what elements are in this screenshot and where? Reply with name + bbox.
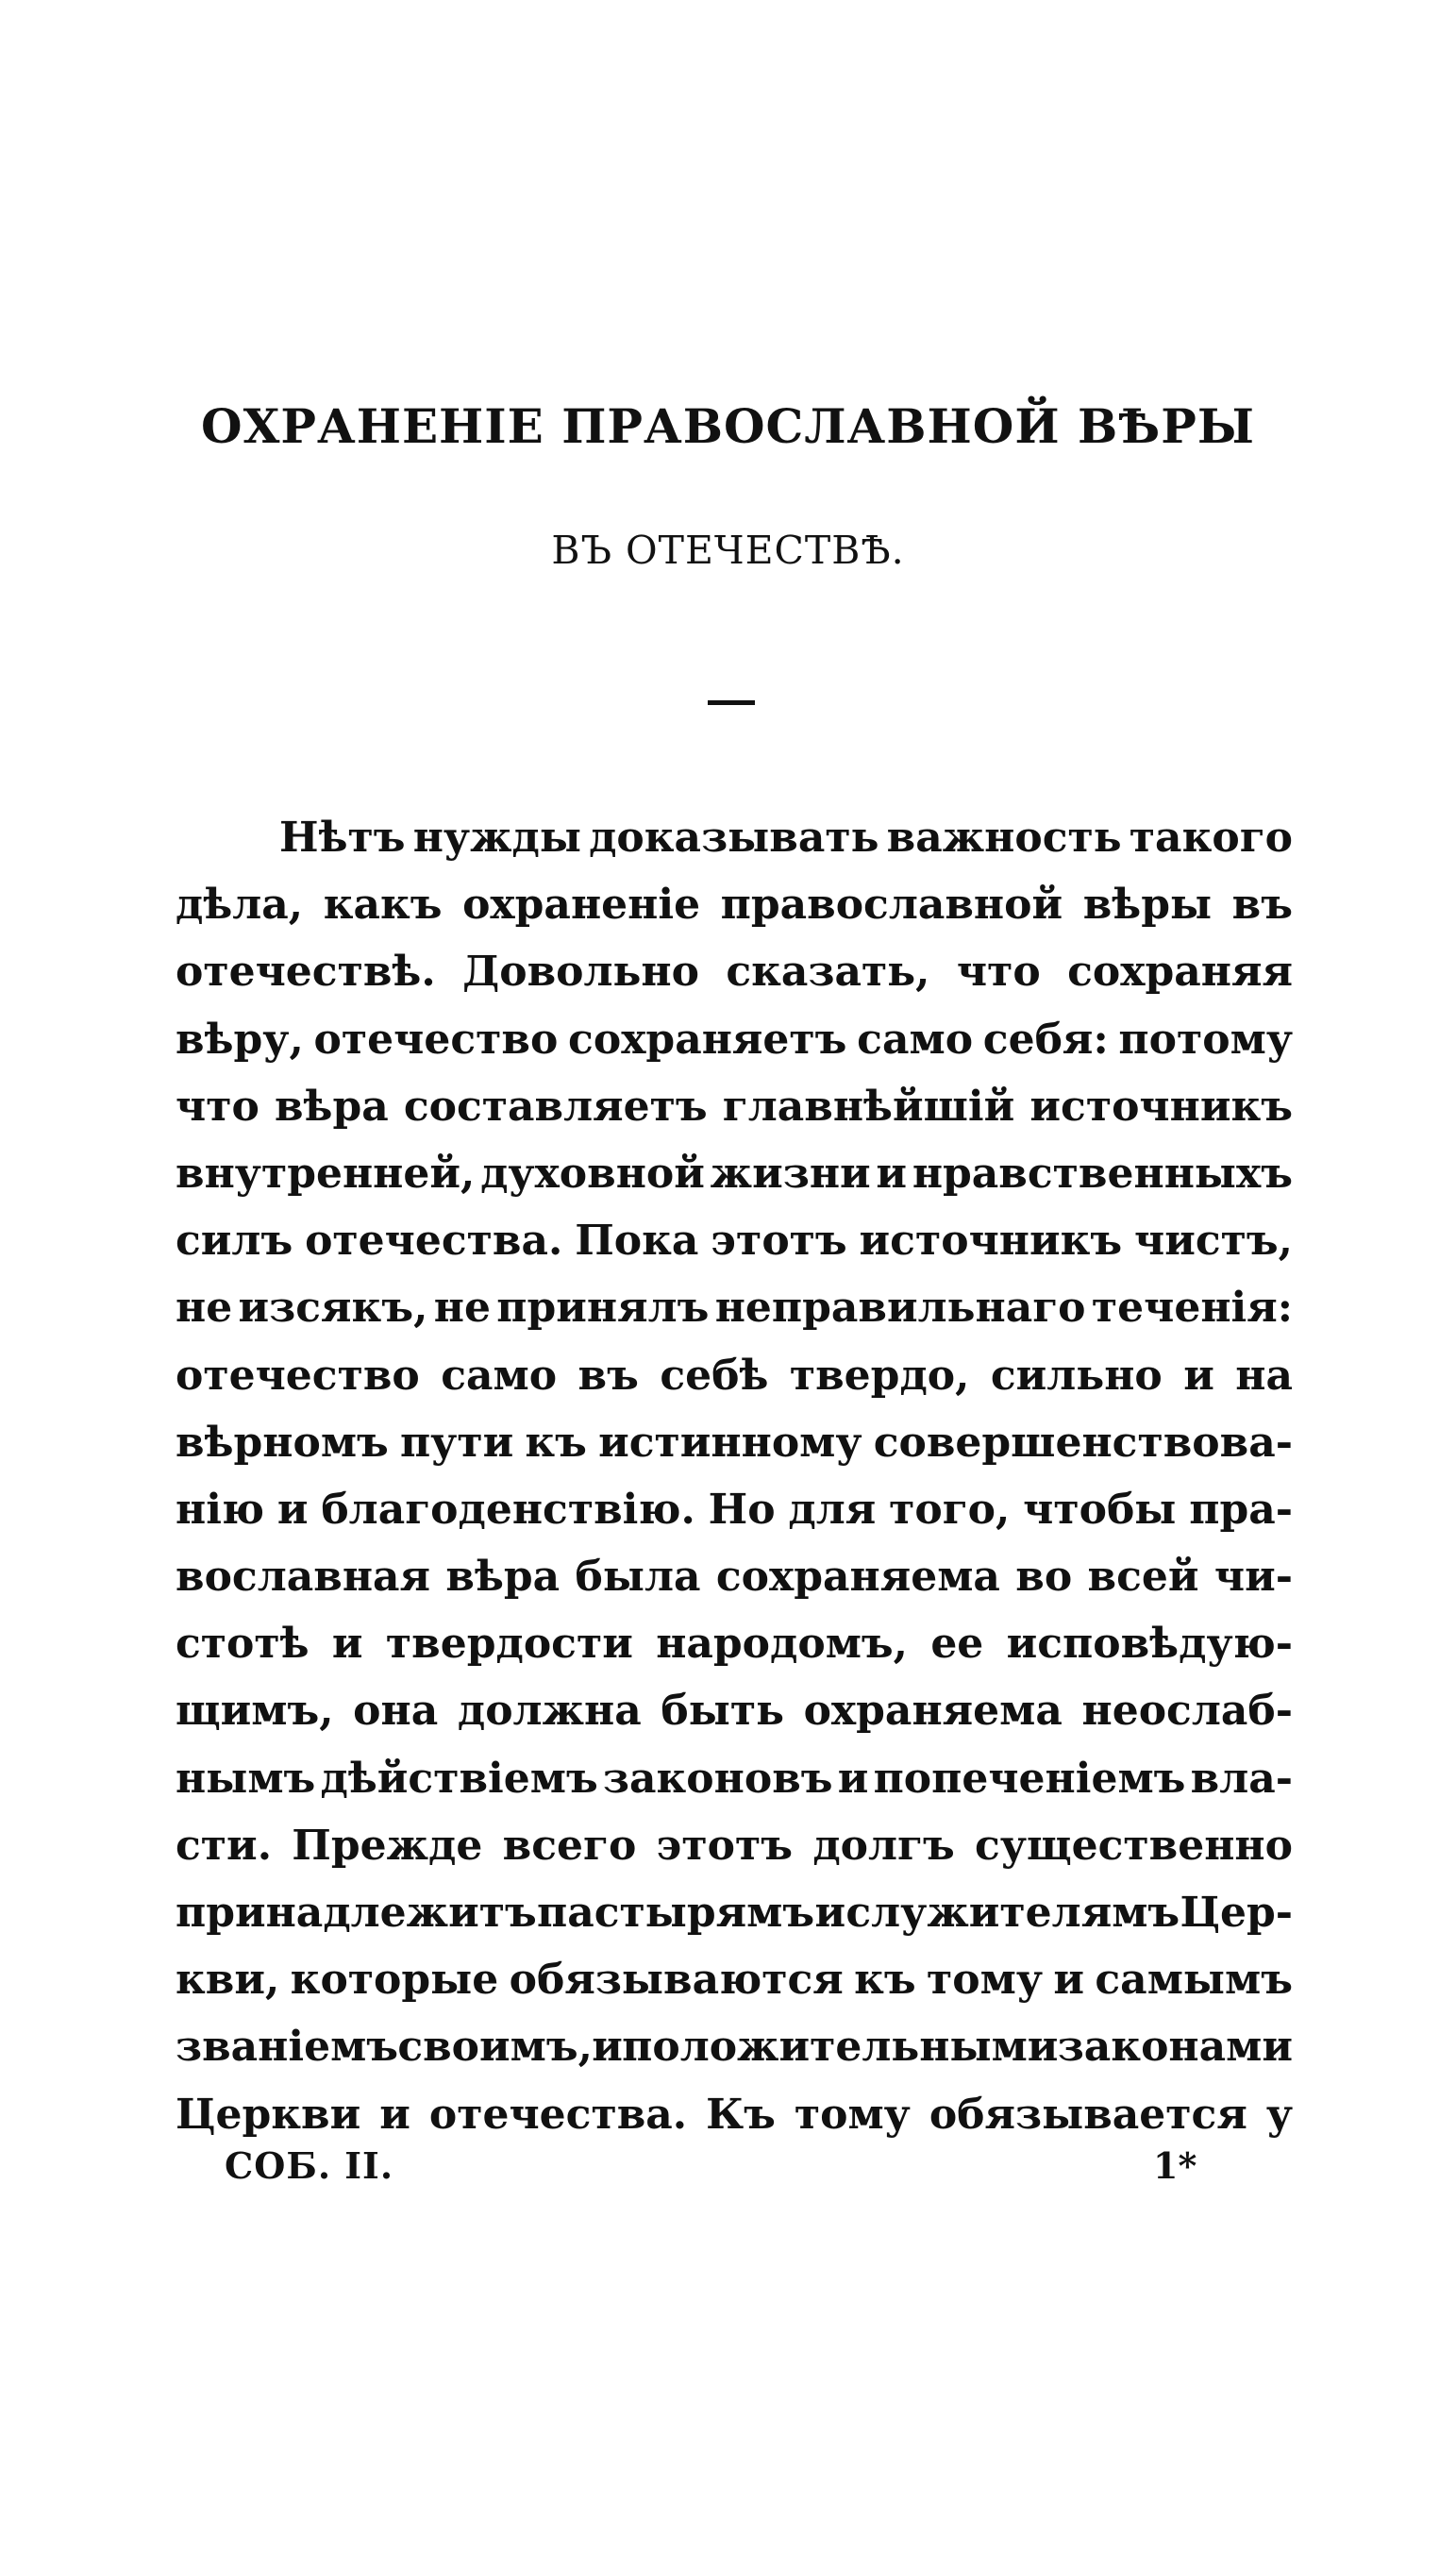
text-line: званіемъ своимъ, и положительными законами [176, 2023, 1293, 2072]
text-line: вѣрномъ пути къ истинному совершенствова- [176, 1418, 1293, 1467]
text-line: щимъ, она должна быть охраняема неослаб- [176, 1687, 1293, 1736]
text-line: отечествѣ. Довольно сказать, что сохраняя [176, 948, 1293, 997]
page-title: ОХРАНЕНІЕ ПРАВОСЛАВНОЙ ВѢРЫ [201, 398, 1255, 454]
text-line: нію и благоденствію. Но для того, чтобы пра- [176, 1485, 1293, 1534]
text-line: сти. Прежде всего этотъ долгъ существенно [176, 1821, 1293, 1870]
text-line: стотѣ и твердости народомъ, ее исповѣдую- [176, 1620, 1293, 1669]
text-line: не изсякъ, не принялъ неправильнаго теченія: [176, 1284, 1293, 1333]
body-text [176, 804, 1293, 2148]
text-line: кви, которые обязываются къ тому и самымъ [176, 1956, 1293, 2005]
text-line: вѣру, отечество сохраняетъ само себя: потому [176, 1015, 1293, 1064]
page-subtitle: ВЪ ОТЕЧЕСТВѢ. [551, 528, 905, 573]
text-line: дѣла, какъ охраненіе православной вѣры въ [176, 881, 1293, 930]
text-line: Церкви и отечества. Къ тому обязывается у [176, 2090, 1293, 2139]
text-line: отечество само въ себѣ твердо, сильно и на [176, 1351, 1293, 1400]
signature-mark: СОБ. II. [225, 2144, 394, 2187]
text-line: внутренней, духовной жизни и нравственныхъ [176, 1149, 1293, 1198]
separator-rule [708, 700, 755, 705]
text-line: принадлежитъ пастырямъ и служителямъ Цер- [176, 1889, 1293, 1937]
text-line: нымъ дѣйствіемъ законовъ и попеченіемъ вла- [176, 1754, 1293, 1803]
page-number: 1* [1153, 2144, 1197, 2187]
text-line: что вѣра составляетъ главнѣйшій источникъ [176, 1082, 1293, 1131]
text-line: Нѣтъ нужды доказывать важность такого [279, 814, 1293, 862]
text-line: силъ отечества. Пока этотъ источникъ чистъ, [176, 1217, 1293, 1266]
text-line: вославная вѣра была сохраняема во всей чи- [176, 1553, 1293, 1602]
